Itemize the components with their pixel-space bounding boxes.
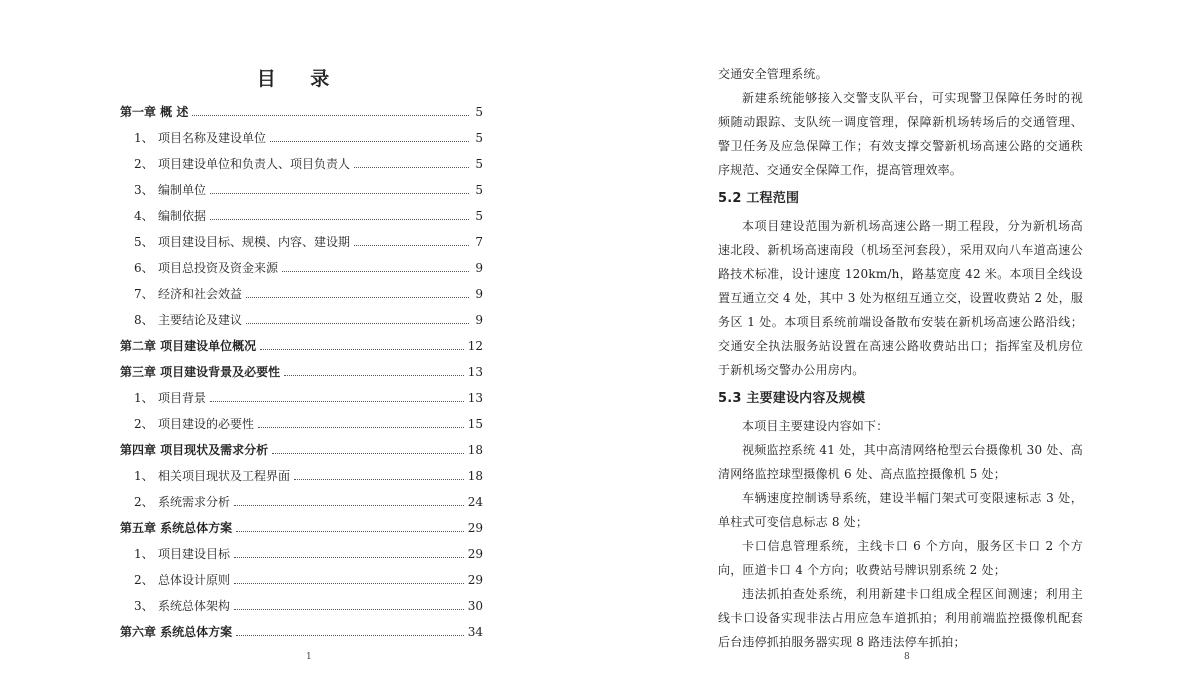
paragraph: 车辆速度控制诱导系统，建设半幅门架式可变限速标志 3 处，单柱式可变信息标志 8 处； — [718, 491, 1083, 529]
section-heading: 5.2 工程范围 — [718, 191, 800, 206]
toc-entry-number: 8、 — [134, 313, 154, 327]
paragraph: 本项目建设范围为新机场高速公路一期工程段，分为新机场高速北段、新机场高速南段（机场至河套段），采用双向八车道高速公路技术标准，设计速度 120km/h，路基宽度 42 米。本项目全线设置互通立交 4 处，其中 3 处为枢纽互通立交，设置收费站 2 处，服务区 1 处。本项目系统前端设备散布安装在新机场高速公路沿线；交通安全执法服务站设置在高速公路收费站出口；指挥室及机房位于新机场交警办公用房内。 — [718, 219, 1083, 377]
toc-entry-title: 经济和社会效益 — [158, 287, 243, 301]
toc-section-entry[interactable] — [120, 197, 483, 223]
toc-section-entry[interactable] — [120, 405, 483, 431]
toc-entry-title: 系统需求分析 — [158, 495, 231, 509]
toc-entry-page: 29 — [467, 547, 483, 561]
toc-entry-page: 30 — [467, 599, 483, 613]
toc-section-entry[interactable] — [120, 145, 483, 171]
toc-leader-dots — [236, 531, 464, 532]
page-number: 8 — [904, 652, 910, 662]
body-text — [718, 62, 1083, 654]
toc-leader-dots — [246, 323, 469, 324]
toc-entry-title: 项目建设的必要性 — [158, 417, 255, 431]
toc-entry-page: 18 — [467, 469, 483, 483]
toc-chapter-entry[interactable] — [120, 353, 483, 379]
toc-section-entry[interactable] — [120, 275, 483, 301]
toc-entry-title: 项目建设目标、规模、内容、建设期 — [158, 235, 351, 249]
toc-entry-page: 12 — [467, 339, 483, 353]
toc-leader-dots — [246, 297, 469, 298]
toc-entry-page: 9 — [475, 313, 483, 327]
toc-entry-title: 第六章 系统总体方案 — [120, 625, 233, 639]
paragraph: 本项目主要建设内容如下： — [742, 419, 889, 433]
toc-entry-number: 2、 — [134, 495, 154, 509]
toc-entry-page: 5 — [475, 131, 483, 145]
toc-entry-title: 项目建设单位和负责人、项目负责人 — [158, 157, 351, 171]
toc-leader-dots — [210, 401, 464, 402]
toc-chapter-entry[interactable] — [120, 93, 483, 119]
toc-chapter-entry[interactable] — [120, 327, 483, 353]
toc-leader-dots — [354, 167, 469, 168]
toc-leader-dots — [234, 583, 464, 584]
toc-section-entry[interactable] — [120, 171, 483, 197]
toc-entry-page: 29 — [467, 573, 483, 587]
toc-leader-dots — [258, 427, 464, 428]
toc-entry-title: 项目建设目标 — [158, 547, 231, 561]
toc-entry-page: 5 — [475, 209, 483, 223]
toc-leader-dots — [272, 453, 464, 454]
toc-chapter-entry[interactable] — [120, 509, 483, 535]
paragraph: 新建系统能够接入交警支队平台，可实现警卫保障任务时的视频随动跟踪、支队统一调度管理，保障新机场转场后的交通管理、警卫任务及应急保障工作；有效支撑交警新机场高速公路的交通秩序规范、交通安全保障工作，提高管理效率。 — [718, 91, 1083, 177]
paragraph: 卡口信息管理系统，主线卡口 6 个方向，服务区卡口 2 个方向，匝道卡口 4 个方向；收费站号牌识别系统 2 处； — [718, 539, 1083, 577]
toc-leader-dots — [270, 141, 469, 142]
page-number: 1 — [306, 652, 312, 662]
toc-section-entry[interactable] — [120, 379, 483, 405]
toc-entry-page: 18 — [467, 443, 483, 457]
table-of-contents — [120, 93, 483, 639]
toc-entry-title: 第三章 项目建设背景及必要性 — [120, 365, 281, 379]
toc-entry-title: 项目名称及建设单位 — [158, 131, 267, 145]
toc-entry-number: 2、 — [134, 417, 154, 431]
toc-entry-page: 5 — [475, 105, 483, 119]
toc-section-entry[interactable] — [120, 561, 483, 587]
toc-leader-dots — [210, 219, 469, 220]
toc-entry-title: 项目背景 — [158, 391, 207, 405]
toc-entry-title: 第二章 项目建设单位概况 — [120, 339, 257, 353]
toc-entry-number: 1、 — [134, 391, 154, 405]
toc-leader-dots — [294, 479, 464, 480]
paragraph: 视频监控系统 41 处，其中高清网络枪型云台摄像机 30 处、高清网络监控球型摄像机 6 处、高点监控摄像机 5 处； — [718, 443, 1083, 481]
toc-entry-page: 13 — [467, 391, 483, 405]
toc-entry-title: 第一章 概 述 — [120, 105, 189, 119]
toc-section-entry[interactable] — [120, 223, 483, 249]
toc-entry-title: 编制依据 — [158, 209, 207, 223]
toc-leader-dots — [234, 609, 464, 610]
toc-section-entry[interactable] — [120, 457, 483, 483]
toc-leader-dots — [234, 557, 464, 558]
toc-entry-number: 7、 — [134, 287, 154, 301]
toc-entry-page: 13 — [467, 365, 483, 379]
toc-chapter-entry[interactable] — [120, 431, 483, 457]
toc-entry-page: 7 — [475, 235, 483, 249]
toc-section-entry[interactable] — [120, 119, 483, 145]
toc-leader-dots — [282, 271, 469, 272]
toc-leader-dots — [284, 375, 464, 376]
toc-chapter-entry[interactable] — [120, 613, 483, 639]
toc-entry-page: 9 — [475, 287, 483, 301]
toc-entry-title: 项目总投资及资金来源 — [158, 261, 279, 275]
toc-leader-dots — [210, 193, 469, 194]
toc-entry-number: 1、 — [134, 469, 154, 483]
toc-entry-number: 2、 — [134, 573, 154, 587]
toc-entry-title: 系统总体架构 — [158, 599, 231, 613]
toc-section-entry[interactable] — [120, 301, 483, 327]
toc-entry-page: 5 — [475, 183, 483, 197]
toc-leader-dots — [236, 635, 464, 636]
toc-entry-number: 1、 — [134, 547, 154, 561]
toc-title: 目 录 — [256, 68, 344, 90]
toc-entry-page: 9 — [475, 261, 483, 275]
toc-entry-title: 主要结论及建议 — [158, 313, 243, 327]
toc-leader-dots — [192, 115, 469, 116]
toc-entry-page: 29 — [467, 521, 483, 535]
toc-entry-page: 24 — [467, 495, 483, 509]
toc-entry-number: 4、 — [134, 209, 154, 223]
toc-leader-dots — [260, 349, 464, 350]
toc-entry-title: 总体设计原则 — [158, 573, 231, 587]
section-heading: 5.3 主要建设内容及规模 — [718, 391, 866, 406]
toc-section-entry[interactable] — [120, 483, 483, 509]
toc-entry-number: 2、 — [134, 157, 154, 171]
toc-entry-number: 3、 — [134, 183, 154, 197]
toc-entry-number: 3、 — [134, 599, 154, 613]
toc-entry-page: 15 — [467, 417, 483, 431]
toc-section-entry[interactable] — [120, 587, 483, 613]
toc-entry-number: 5、 — [134, 235, 154, 249]
paragraph: 违法抓拍查处系统，利用新建卡口组成全程区间测速；利用主线卡口设备实现非法占用应急车道抓拍；利用前端监控摄像机配套后台违停抓拍服务器实现 8 路违法停车抓拍； — [718, 587, 1083, 649]
toc-entry-title: 第四章 项目现状及需求分析 — [120, 443, 269, 457]
toc-section-entry[interactable] — [120, 249, 483, 275]
toc-entry-number: 1、 — [134, 131, 154, 145]
toc-leader-dots — [234, 505, 464, 506]
paragraph: 交通安全管理系统。 — [718, 67, 828, 81]
toc-entry-title: 第五章 系统总体方案 — [120, 521, 233, 535]
toc-entry-title: 相关项目现状及工程界面 — [158, 469, 291, 483]
toc-entry-title: 编制单位 — [158, 183, 207, 197]
toc-section-entry[interactable] — [120, 535, 483, 561]
right-page — [600, 0, 1200, 700]
toc-leader-dots — [354, 245, 469, 246]
toc-entry-number: 6、 — [134, 261, 154, 275]
toc-entry-page: 5 — [475, 157, 483, 171]
toc-entry-page: 34 — [467, 625, 483, 639]
